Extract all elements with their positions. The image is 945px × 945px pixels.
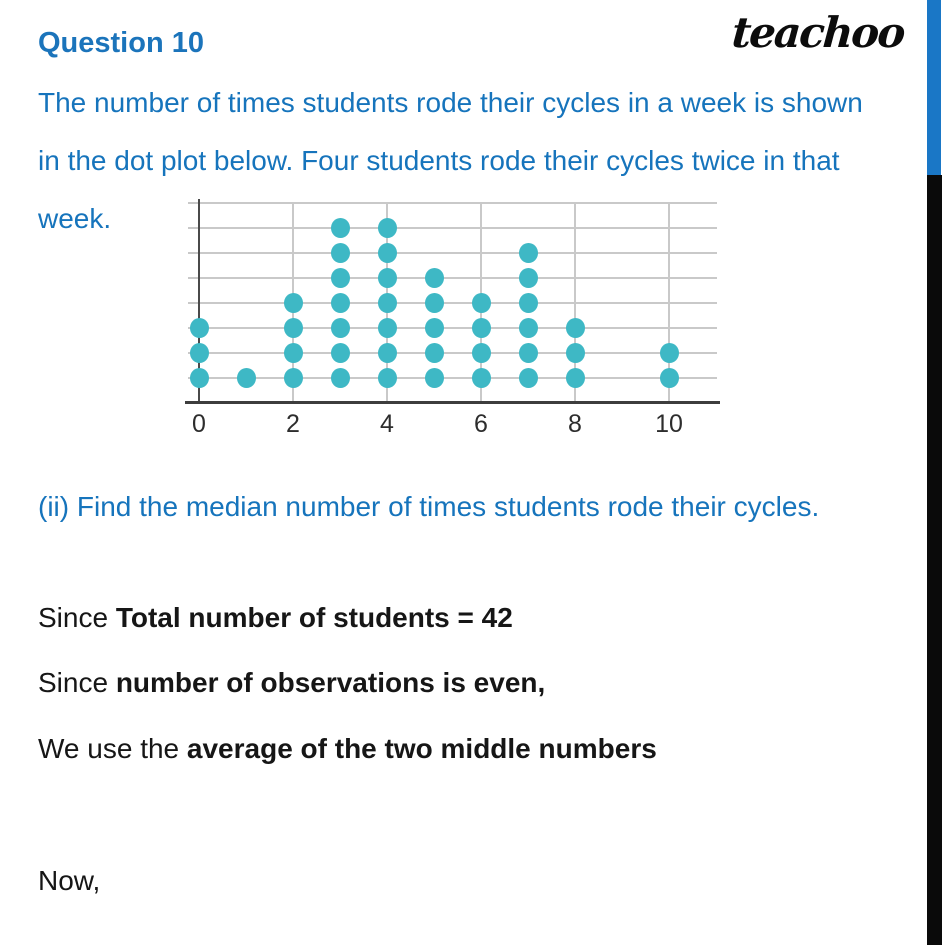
data-dot [378, 218, 397, 238]
x-tick-label: 0 [192, 410, 206, 438]
data-dot [425, 318, 444, 338]
data-dot [237, 368, 256, 388]
question-text-line-1: The number of times students rode their cycles in a week is shown [38, 87, 863, 118]
solution-line-3 [38, 732, 657, 766]
question-text-line-2: in the dot plot below. Four students rode their cycles twice in that [38, 145, 840, 176]
data-dot [472, 368, 491, 388]
data-dot [519, 243, 538, 263]
data-dot [519, 318, 538, 338]
data-dot [378, 243, 397, 263]
data-dot [331, 343, 350, 363]
data-dot [378, 343, 397, 363]
data-dot [190, 318, 209, 338]
data-dot [519, 368, 538, 388]
x-tick-label: 4 [380, 410, 394, 438]
solution-line-2 [38, 666, 545, 700]
data-dot [331, 243, 350, 263]
data-dot [519, 268, 538, 288]
data-dot [378, 368, 397, 388]
gridline-horizontal [188, 377, 717, 379]
data-dot [378, 318, 397, 338]
data-dot [519, 343, 538, 363]
solution-line-2-bold: number of observations is even, [115, 667, 546, 698]
data-dot [472, 293, 491, 313]
x-tick-label: 10 [655, 410, 683, 438]
data-dot [425, 368, 444, 388]
x-tick-label: 8 [568, 410, 582, 438]
data-dot [472, 343, 491, 363]
data-dot [472, 318, 491, 338]
gridline-horizontal [188, 277, 717, 279]
data-dot [425, 293, 444, 313]
right-edge-black-bar [927, 175, 942, 945]
gridline-horizontal [188, 327, 717, 329]
data-dot [190, 343, 209, 363]
data-dot [284, 368, 303, 388]
data-dot [660, 343, 679, 363]
right-edge-blue-bar [927, 0, 941, 175]
data-dot [378, 268, 397, 288]
solution-line-4: Now, [38, 865, 101, 896]
solution-line-2-prefix: Since [38, 667, 116, 698]
solution-line-1-prefix: Since [38, 602, 116, 633]
data-dot [284, 318, 303, 338]
data-dot [331, 268, 350, 288]
question-number-heading: Question 10 [38, 27, 204, 59]
data-dot [284, 343, 303, 363]
data-dot [331, 318, 350, 338]
data-dot [566, 318, 585, 338]
data-dot [566, 368, 585, 388]
solution-line-3-bold: average of the two middle numbers [186, 733, 657, 764]
data-dot [660, 368, 679, 388]
x-axis-line [185, 401, 720, 404]
subquestion-text: (ii) Find the median number of times students rode their cycles. [38, 491, 820, 522]
solution-line-1-bold: Total number of students = 42 [115, 602, 513, 633]
solution-line-3-prefix: We use the [38, 733, 187, 764]
data-dot [425, 268, 444, 288]
x-tick-label: 2 [286, 410, 300, 438]
teachoo-logo: teachoo [729, 8, 905, 57]
data-dot [425, 343, 444, 363]
x-tick-label: 6 [474, 410, 488, 438]
data-dot [190, 368, 209, 388]
gridline-horizontal [188, 302, 717, 304]
solution-line-1 [38, 601, 513, 635]
data-dot [378, 293, 397, 313]
data-dot [331, 293, 350, 313]
gridline-horizontal [188, 252, 717, 254]
data-dot [284, 293, 303, 313]
data-dot [566, 343, 585, 363]
question-text-line-3: week. [38, 203, 112, 234]
gridline-horizontal [188, 227, 717, 229]
dot-plot [188, 203, 717, 438]
gridline-horizontal [188, 202, 717, 204]
data-dot [331, 218, 350, 238]
gridline-horizontal [188, 352, 717, 354]
data-dot [331, 368, 350, 388]
data-dot [519, 293, 538, 313]
